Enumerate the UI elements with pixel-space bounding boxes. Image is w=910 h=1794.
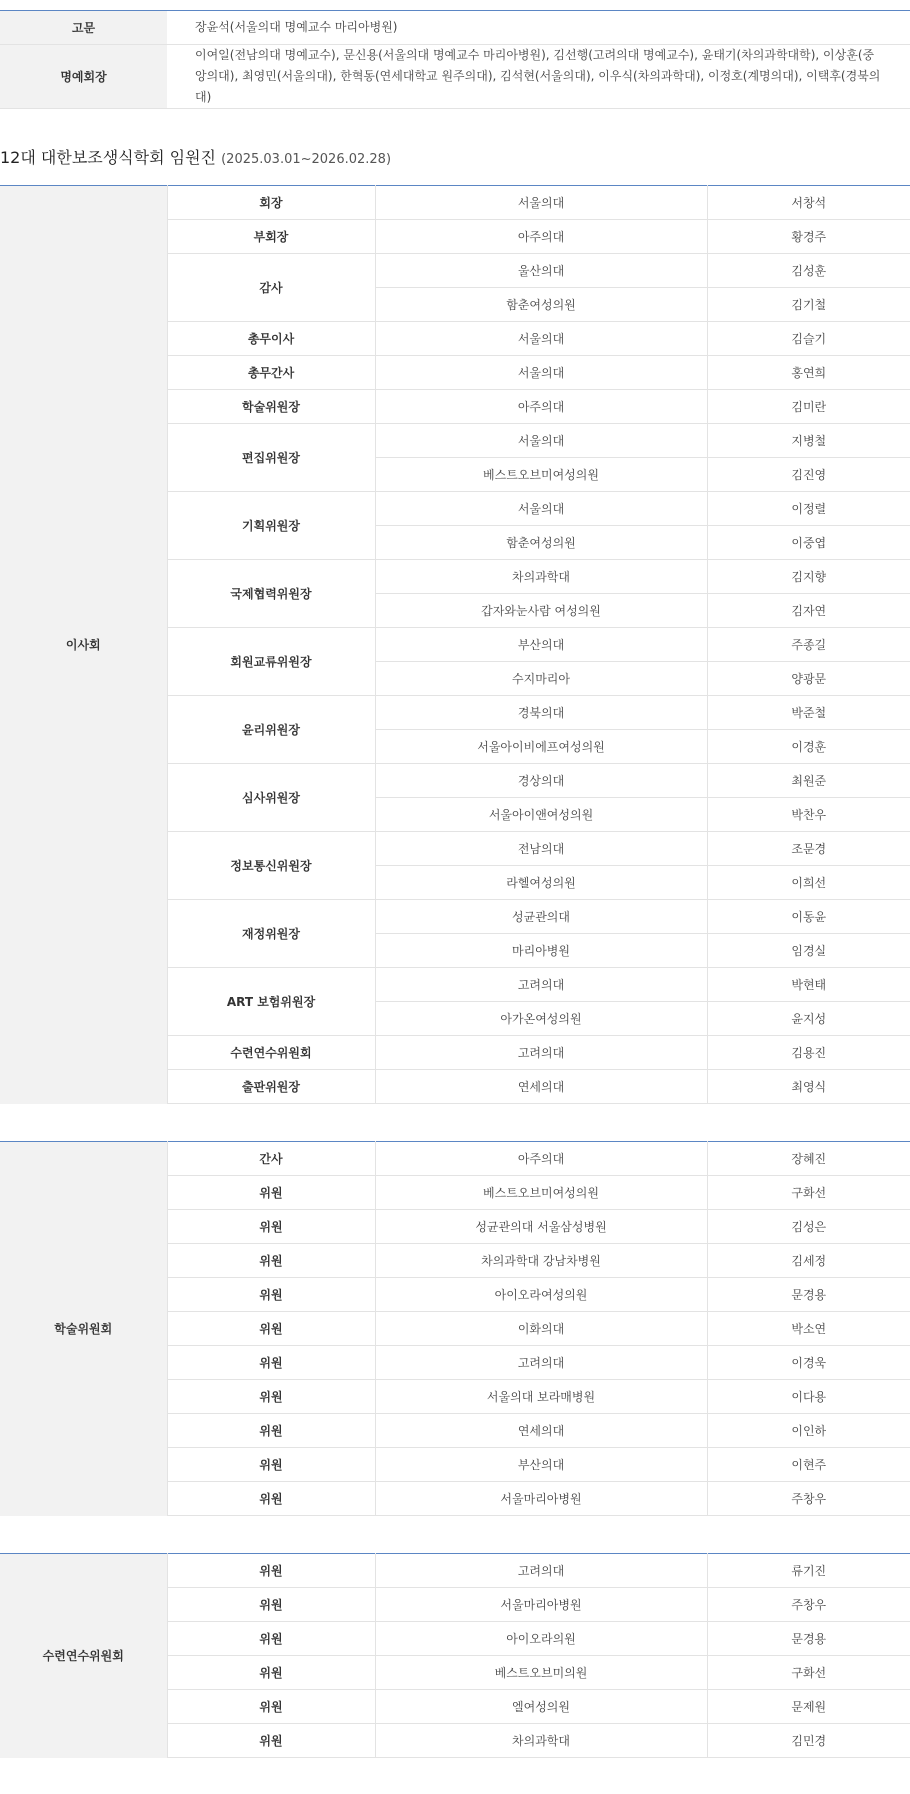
institution-cell: 성균관의대 [375, 900, 707, 934]
role-cell: 위원 [167, 1346, 375, 1380]
institution-cell: 차의과학대 [375, 560, 707, 594]
member-name-cell: 김세정 [707, 1244, 910, 1278]
member-name-cell: 최원준 [707, 764, 910, 798]
institution-cell: 고려의대 [375, 1036, 707, 1070]
institution-cell: 수지마리아 [375, 662, 707, 696]
role-cell: 위원 [167, 1656, 375, 1690]
member-name-cell: 이인하 [707, 1414, 910, 1448]
institution-cell: 서울의대 [375, 186, 707, 220]
institution-cell: 전남의대 [375, 832, 707, 866]
member-name-cell: 문경용 [707, 1278, 910, 1312]
honorary-row [0, 45, 910, 109]
role-cell: 위원 [167, 1210, 375, 1244]
member-name-cell: 류기진 [707, 1554, 910, 1588]
role-cell: 정보통신위원장 [167, 832, 375, 900]
role-cell: 국제협력위원장 [167, 560, 375, 628]
institution-cell: 함춘여성의원 [375, 526, 707, 560]
institution-cell: 베스트오브미의원 [375, 1656, 707, 1690]
institution-cell: 이화의대 [375, 1312, 707, 1346]
role-cell: 총무이사 [167, 322, 375, 356]
role-cell: 기획위원장 [167, 492, 375, 560]
section-period: (2025.03.01~2026.02.28) [221, 152, 392, 167]
member-name-cell: 문경용 [707, 1622, 910, 1656]
role-cell: 출판위원장 [167, 1070, 375, 1104]
member-name-cell: 김진영 [707, 458, 910, 492]
role-cell: 위원 [167, 1482, 375, 1516]
institution-cell: 함춘여성의원 [375, 288, 707, 322]
institution-cell: 아주의대 [375, 1142, 707, 1176]
member-name-cell: 김슬기 [707, 322, 910, 356]
institution-cell: 고려의대 [375, 1554, 707, 1588]
institution-cell: 엘여성의원 [375, 1690, 707, 1724]
role-cell: 위원 [167, 1414, 375, 1448]
role-cell: 위원 [167, 1724, 375, 1758]
institution-cell: 서울아이비에프여성의원 [375, 730, 707, 764]
member-name-cell: 김성훈 [707, 254, 910, 288]
role-cell: 총무간사 [167, 356, 375, 390]
role-cell: 학술위원장 [167, 390, 375, 424]
member-name-cell: 문제원 [707, 1690, 910, 1724]
institution-cell: 고려의대 [375, 1346, 707, 1380]
role-cell: 위원 [167, 1690, 375, 1724]
role-cell: 위원 [167, 1244, 375, 1278]
institution-cell: 서울의대 [375, 356, 707, 390]
role-cell: 윤리위원장 [167, 696, 375, 764]
advisor-value: 장윤석(서울의대 명예교수 마리아병원) [167, 11, 910, 45]
role-cell: 재정위원장 [167, 900, 375, 968]
institution-cell: 아가온여성의원 [375, 1002, 707, 1036]
institution-cell: 경북의대 [375, 696, 707, 730]
role-cell: ART 보험위원장 [167, 968, 375, 1036]
advisors-table [0, 10, 910, 109]
institution-cell: 연세의대 [375, 1070, 707, 1104]
member-name-cell: 지병철 [707, 424, 910, 458]
member-name-cell: 양광문 [707, 662, 910, 696]
institution-cell: 경상의대 [375, 764, 707, 798]
institution-cell: 연세의대 [375, 1414, 707, 1448]
honorary-label: 명예회장 [0, 45, 167, 109]
group-gap [0, 1104, 910, 1141]
member-name-cell: 이정렬 [707, 492, 910, 526]
institution-cell: 서울마리아병원 [375, 1482, 707, 1516]
role-cell: 위원 [167, 1588, 375, 1622]
role-cell: 편집위원장 [167, 424, 375, 492]
member-name-cell: 황경주 [707, 220, 910, 254]
role-cell: 위원 [167, 1380, 375, 1414]
role-cell: 위원 [167, 1176, 375, 1210]
member-name-cell: 조문경 [707, 832, 910, 866]
role-cell: 수련연수위원회 [167, 1036, 375, 1070]
institution-cell: 부산의대 [375, 1448, 707, 1482]
member-name-cell: 박현태 [707, 968, 910, 1002]
member-name-cell: 이중엽 [707, 526, 910, 560]
section-title [0, 109, 910, 185]
institution-cell: 마리아병원 [375, 934, 707, 968]
member-name-cell: 구화선 [707, 1176, 910, 1210]
group-name: 학술위원회 [0, 1142, 167, 1516]
honorary-value: 이여일(전남의대 명예교수), 문신용(서울의대 명예교수 마리아병원), 김선행(고려의대 명예교수), 윤태기(차의과학대학), 이상훈(중앙의대), 최영민(서울의대), 한혁동(연세대학교 원주의대), 김석현(서울의대), 이우식(차의과학대), 이정호(계명의대), 이택후(경북의대) [167, 45, 910, 109]
role-cell: 위원 [167, 1448, 375, 1482]
org-tables [0, 185, 910, 1758]
member-name-cell: 박소연 [707, 1312, 910, 1346]
table-row [0, 1142, 910, 1176]
institution-cell: 서울의대 [375, 424, 707, 458]
member-name-cell: 이현주 [707, 1448, 910, 1482]
member-name-cell: 장혜진 [707, 1142, 910, 1176]
institution-cell: 서울마리아병원 [375, 1588, 707, 1622]
member-name-cell: 구화선 [707, 1656, 910, 1690]
section-title-text: 12대 대한보조생식학회 임원진 [0, 148, 217, 167]
role-cell: 위원 [167, 1312, 375, 1346]
member-name-cell: 박찬우 [707, 798, 910, 832]
institution-cell: 아주의대 [375, 390, 707, 424]
member-name-cell: 김성은 [707, 1210, 910, 1244]
member-name-cell: 서창석 [707, 186, 910, 220]
institution-cell: 고려의대 [375, 968, 707, 1002]
role-cell: 회장 [167, 186, 375, 220]
member-name-cell: 이동윤 [707, 900, 910, 934]
group-name: 이사회 [0, 186, 167, 1104]
member-name-cell: 김민경 [707, 1724, 910, 1758]
member-name-cell: 이다용 [707, 1380, 910, 1414]
member-name-cell: 김용진 [707, 1036, 910, 1070]
org-table [0, 185, 910, 1104]
institution-cell: 라헬여성의원 [375, 866, 707, 900]
role-cell: 위원 [167, 1554, 375, 1588]
role-cell: 위원 [167, 1622, 375, 1656]
role-cell: 심사위원장 [167, 764, 375, 832]
institution-cell: 성균관의대 서울삼성병원 [375, 1210, 707, 1244]
institution-cell: 서울아이앤여성의원 [375, 798, 707, 832]
member-name-cell: 윤지성 [707, 1002, 910, 1036]
member-name-cell: 김지향 [707, 560, 910, 594]
member-name-cell: 주창우 [707, 1588, 910, 1622]
group-gap [0, 1516, 910, 1553]
role-cell: 감사 [167, 254, 375, 322]
org-table [0, 1553, 910, 1758]
institution-cell: 차의과학대 [375, 1724, 707, 1758]
member-name-cell: 최영식 [707, 1070, 910, 1104]
member-name-cell: 이경훈 [707, 730, 910, 764]
group-name: 수련연수위원회 [0, 1554, 167, 1758]
institution-cell: 울산의대 [375, 254, 707, 288]
table-row [0, 1554, 910, 1588]
role-cell: 위원 [167, 1278, 375, 1312]
member-name-cell: 박준철 [707, 696, 910, 730]
member-name-cell: 임경실 [707, 934, 910, 968]
member-name-cell: 주창우 [707, 1482, 910, 1516]
member-name-cell: 주종길 [707, 628, 910, 662]
institution-cell: 부산의대 [375, 628, 707, 662]
role-cell: 부회장 [167, 220, 375, 254]
advisor-label: 고문 [0, 11, 167, 45]
institution-cell: 서울의대 [375, 322, 707, 356]
institution-cell: 서울의대 보라매병원 [375, 1380, 707, 1414]
institution-cell: 베스트오브미여성의원 [375, 1176, 707, 1210]
institution-cell: 차의과학대 강남차병원 [375, 1244, 707, 1278]
member-name-cell: 이희선 [707, 866, 910, 900]
member-name-cell: 김기철 [707, 288, 910, 322]
member-name-cell: 이경욱 [707, 1346, 910, 1380]
institution-cell: 갑자와눈사람 여성의원 [375, 594, 707, 628]
member-name-cell: 홍연희 [707, 356, 910, 390]
institution-cell: 서울의대 [375, 492, 707, 526]
institution-cell: 아이오라의원 [375, 1622, 707, 1656]
institution-cell: 아이오라여성의원 [375, 1278, 707, 1312]
role-cell: 회원교류위원장 [167, 628, 375, 696]
table-row [0, 186, 910, 220]
institution-cell: 베스트오브미여성의원 [375, 458, 707, 492]
org-table [0, 1141, 910, 1516]
role-cell: 간사 [167, 1142, 375, 1176]
institution-cell: 아주의대 [375, 220, 707, 254]
member-name-cell: 김자연 [707, 594, 910, 628]
advisor-row [0, 11, 910, 45]
member-name-cell: 김미란 [707, 390, 910, 424]
